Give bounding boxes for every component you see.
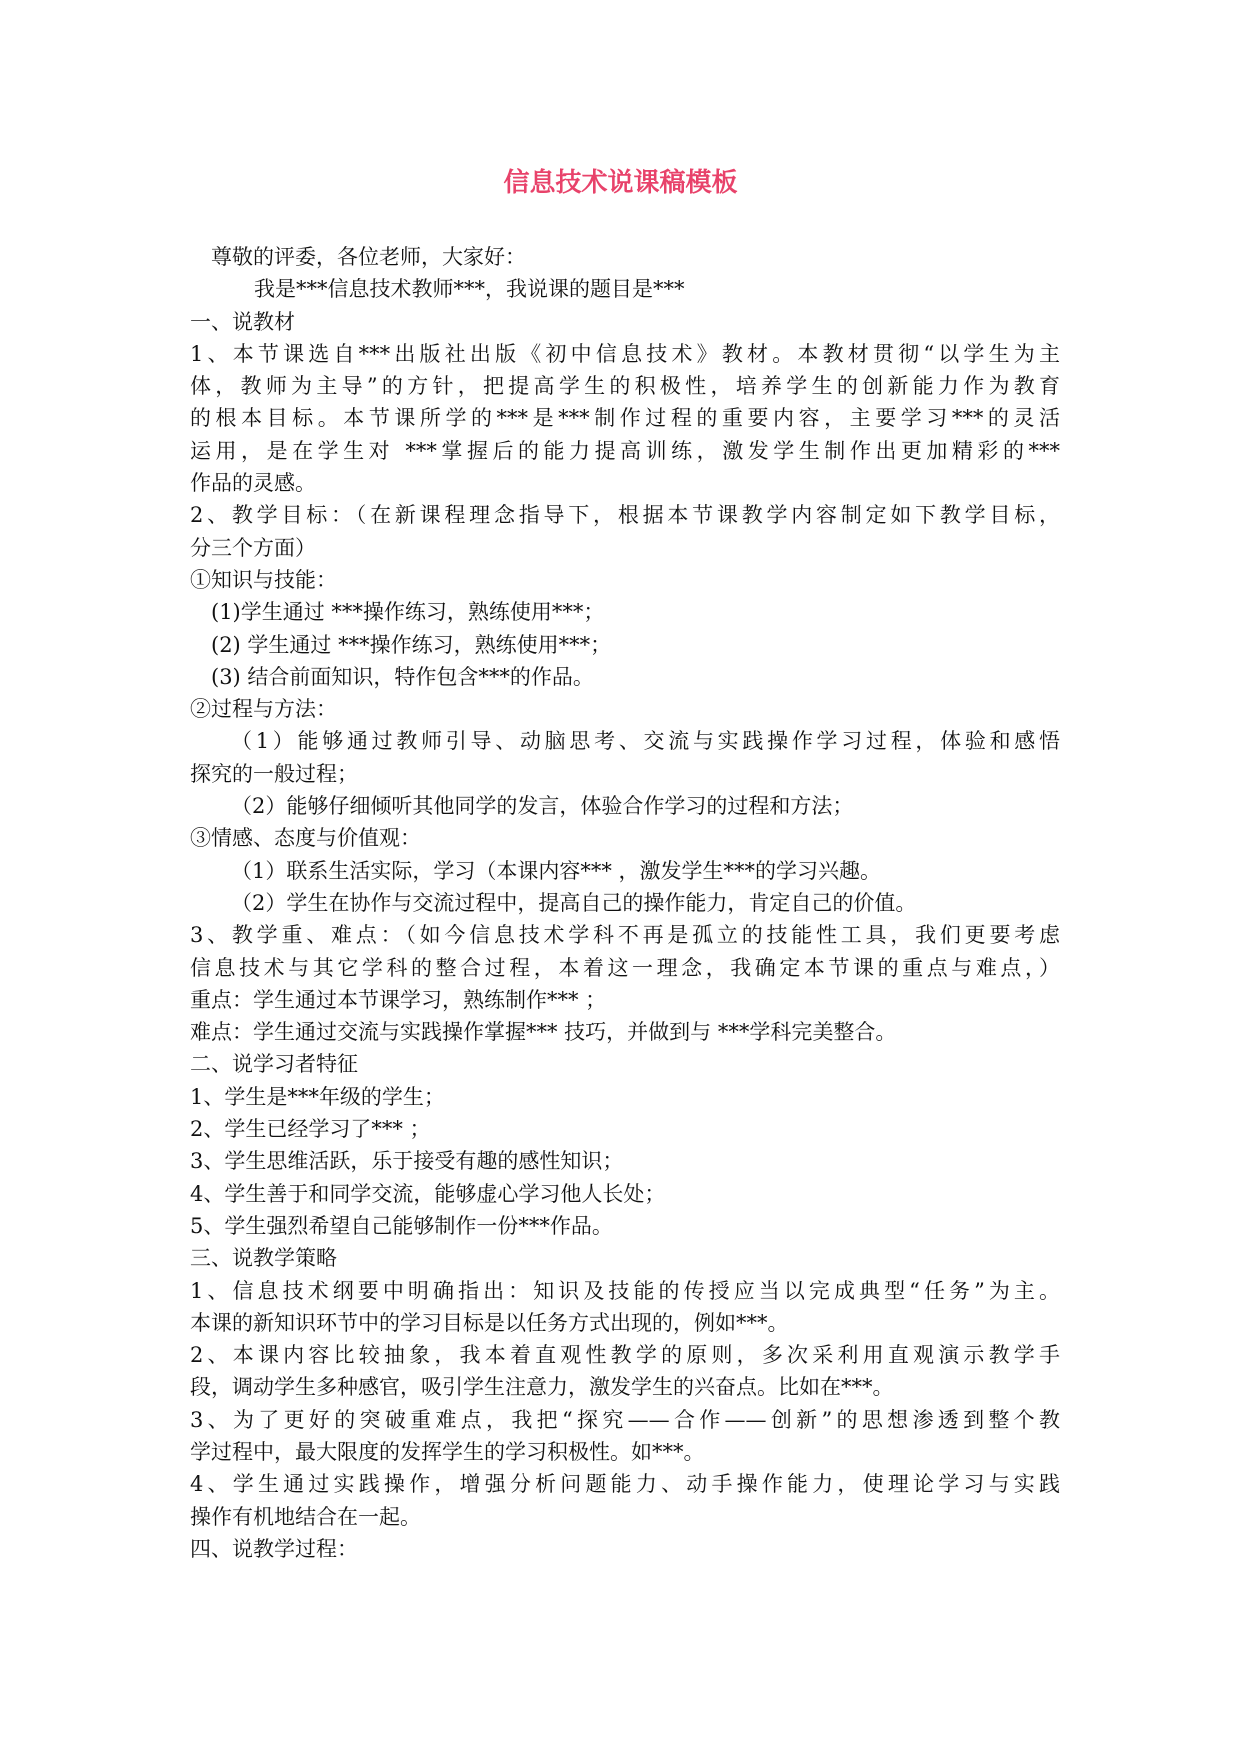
text-line: （1）联系生活实际，学习（本课内容*** ，激发学生***的学习兴趣。 xyxy=(231,858,882,883)
text-line: 体，教师为主导”的方针，把提高学生的积极性，培养学生的创新能力作为教育 xyxy=(190,374,1060,399)
text-line: （2）能够仔细倾听其他同学的发言，体验合作学习的过程和方法； xyxy=(231,794,854,819)
text-line: 操作有机地结合在一起。 xyxy=(190,1504,421,1529)
text-line: 信息技术与其它学科的整合过程，本着这一理念，我确定本节课的重点与难点，） xyxy=(190,955,1060,980)
text-line: 二、说学习者特征 xyxy=(190,1052,358,1077)
text-line: 四、说教学过程： xyxy=(190,1536,358,1561)
text-line: 三、说教学策略 xyxy=(190,1246,337,1271)
text-line: 的根本目标。本节课所学的***是***制作过程的重要内容，主要学习***的灵活 xyxy=(190,406,1060,431)
text-line: 2、学生已经学习了*** ； xyxy=(190,1117,431,1142)
text-line: 作品的灵感。 xyxy=(190,471,316,496)
text-line: (1)学生通过 ***操作练习，熟练使用***； xyxy=(211,600,605,625)
text-line: 4、学生善于和同学交流，能够虚心学习他人长处； xyxy=(190,1181,666,1206)
text-line: 重点：学生通过本节课学习，熟练制作*** ； xyxy=(190,987,607,1012)
text-line: （2）学生在协作与交流过程中，提高自己的操作能力，肯定自己的价值。 xyxy=(231,890,917,915)
text-line: 1、信息技术纲要中明确指出：知识及技能的传授应当以完成典型“任务”为主。 xyxy=(190,1278,1060,1303)
text-line: ①知识与技能： xyxy=(190,567,337,592)
text-line: 分三个方面） xyxy=(190,535,316,560)
text-line: 3、教学重、难点：（如今信息技术学科不再是孤立的技能性工具，我们更要考虑 xyxy=(190,923,1060,948)
text-line: 5、学生强烈希望自己能够制作一份***作品。 xyxy=(190,1213,613,1238)
text-line: 尊敬的评委，各位老师，大家好： xyxy=(211,245,526,269)
text-line: 学过程中，最大限度的发挥学生的学习积极性。如***。 xyxy=(190,1439,705,1464)
text-line: 4、学生通过实践操作，增强分析问题能力、动手操作能力，使理论学习与实践 xyxy=(190,1472,1060,1497)
text-line: 探究的一般过程； xyxy=(190,761,358,786)
text-line: (3) 结合前面知识，特作包含***的作品。 xyxy=(211,664,594,689)
text-line: ③情感、态度与价值观： xyxy=(190,826,421,851)
text-line: 3、为了更好的突破重难点，我把“探究——合作——创新”的思想渗透到整个教 xyxy=(190,1407,1060,1432)
text-line: ②过程与方法： xyxy=(190,697,337,722)
text-line: （1）能够通过教师引导、动脑思考、交流与实践操作学习过程，体验和感悟 xyxy=(231,729,1060,754)
text-line: 2、教学目标：（在新课程理念指导下，根据本节课教学内容制定如下教学目标， xyxy=(190,503,1060,528)
text-line: 1、本节课选自***出版社出版《初中信息技术》教材。本教材贯彻“以学生为主 xyxy=(190,341,1060,366)
text-line: (2) 学生通过 ***操作练习，熟练使用***； xyxy=(211,632,612,657)
text-line: 难点：学生通过交流与实践操作掌握*** 技巧，并做到与 ***学科完美整合。 xyxy=(190,1020,897,1045)
text-line: 我是***信息技术教师***，我说课的题目是*** xyxy=(254,277,685,302)
text-line: 段，调动学生多种感官，吸引学生注意力，激发学生的兴奋点。比如在***。 xyxy=(190,1375,894,1400)
text-line: 运用，是在学生对 ***掌握后的能力提高训练，激发学生制作出更加精彩的*** xyxy=(190,438,1060,463)
text-line: 本课的新知识环节中的学习目标是以任务方式出现的，例如***。 xyxy=(190,1310,789,1335)
document-body xyxy=(190,241,1060,1565)
text-line: 2、本课内容比较抽象，我本着直观性教学的原则，多次采利用直观演示教学手 xyxy=(190,1343,1060,1368)
text-line: 3、学生思维活跃，乐于接受有趣的感性知识； xyxy=(190,1149,624,1174)
text-line: 一、说教材 xyxy=(190,309,295,334)
document-title: 信息技术说课稿模板 xyxy=(503,168,738,198)
text-line: 1、学生是***年级的学生； xyxy=(190,1084,445,1109)
